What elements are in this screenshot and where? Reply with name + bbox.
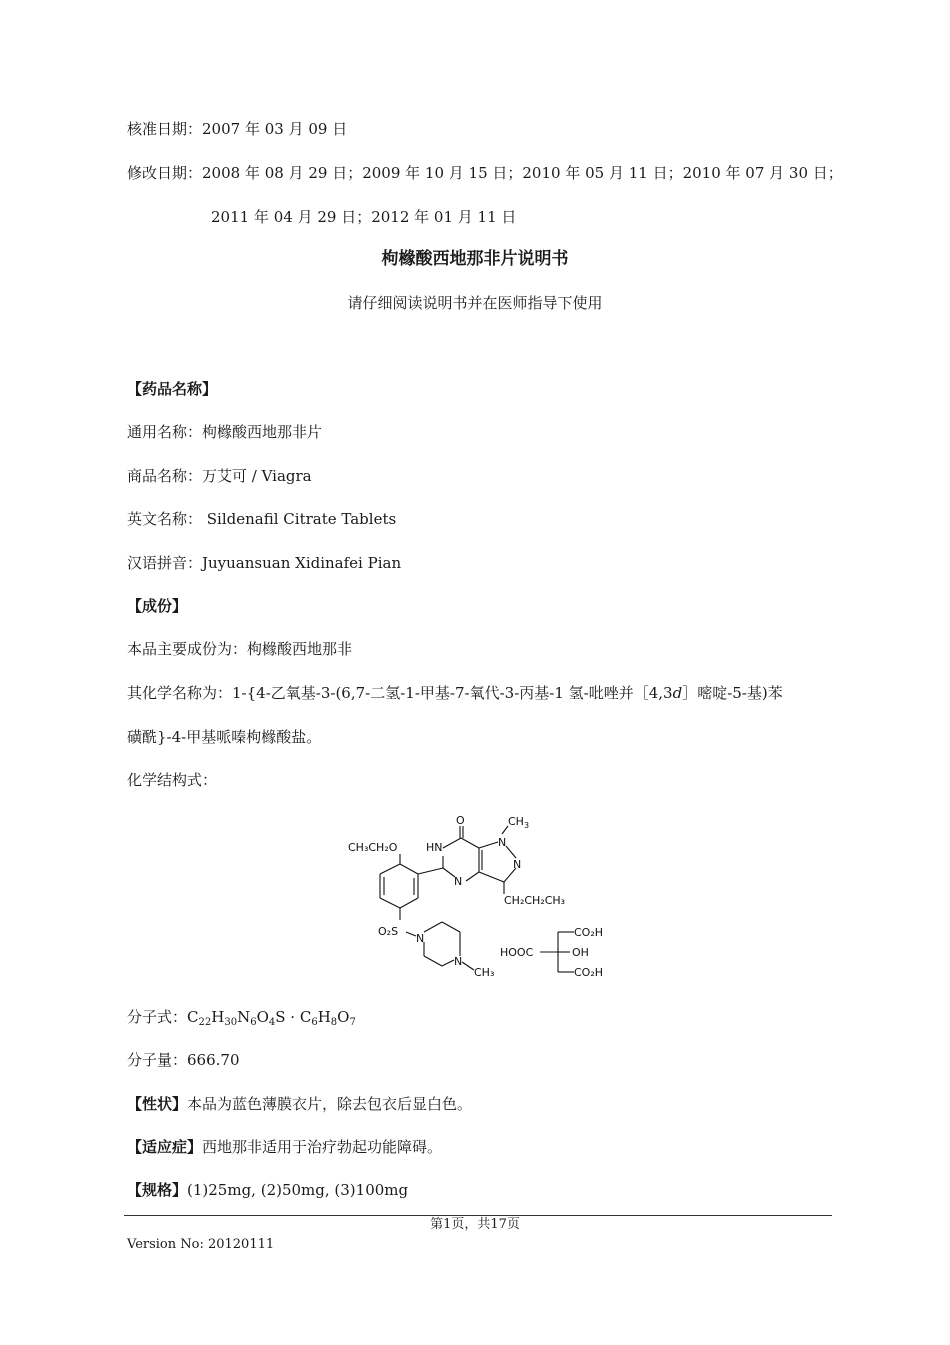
- chem-ch3-top: $CH_3$: [508, 815, 530, 830]
- approval-date: 2007 年 03 月 09 日: [202, 120, 348, 138]
- f-o7: $O_7$: [337, 1008, 356, 1028]
- f-h8: $H_8$: [317, 1008, 338, 1028]
- chem-o-top: O: [456, 814, 465, 827]
- drug-name-heading: 【药品名称】: [127, 380, 218, 398]
- composition-heading: 【成份】: [127, 597, 188, 615]
- approval-date-line: [127, 119, 347, 139]
- molecular-weight: 分子量：666.70: [127, 1051, 240, 1069]
- revision-dates-1: 2008 年 08 月 29 日；2009 年 10 月 15 日；2010 年 05 月 11 日；2010 年 07 月 30 日；: [202, 164, 843, 182]
- appearance-text: 本品为蓝色薄膜衣片，除去包衣后显白色。: [187, 1095, 473, 1113]
- indication-heading: 【适应症】: [127, 1138, 203, 1156]
- chemical-name-part-c: ］嘧啶-5-基)苯: [682, 684, 783, 702]
- approval-label: 核准日期：: [127, 120, 203, 138]
- f-o4: $O_4$: [256, 1008, 276, 1028]
- document-subtitle: 请仔细阅读说明书并在医师指导下使用: [347, 294, 603, 312]
- main-ingredient: 本品主要成份为：枸橼酸西地那非: [127, 640, 353, 658]
- chem-oh: OH: [572, 946, 589, 959]
- specification-heading: 【规格】: [127, 1181, 188, 1199]
- chem-sulfonyl: O₂S: [378, 925, 399, 938]
- chem-hn: HN: [426, 841, 443, 854]
- chem-n-ring: N: [454, 875, 463, 888]
- chemical-structure: [340, 808, 630, 986]
- chemical-name-line-1: [127, 683, 783, 703]
- f-s-c6: $S \cdot C_6$: [275, 1008, 318, 1028]
- molecular-formula-line: [127, 1007, 356, 1033]
- appearance-heading: 【性状】: [127, 1095, 188, 1113]
- formula-label: 分子式：: [127, 1008, 188, 1026]
- generic-name: 通用名称：枸橼酸西地那非片: [127, 423, 323, 441]
- specification-text: (1)25mg, (2)50mg, (3)100mg: [187, 1181, 409, 1199]
- chemical-name-part-a: 其化学名称为：1-{4-乙氧基-3-(6,7-二氢-1-甲基-7-氧代-3-丙基-1 氢-吡唑并［4,3: [127, 684, 673, 702]
- appearance-line: [127, 1094, 472, 1114]
- chem-propyl: CH₂CH₂CH₃: [504, 894, 566, 907]
- revision-dates-2: 2011 年 04 月 29 日；2012 年 01 月 11 日: [211, 208, 517, 226]
- chem-piperazine-n1: N: [416, 932, 425, 945]
- revision-date-line: [127, 163, 843, 183]
- chem-piperazine-n2: N: [454, 955, 463, 968]
- chem-ethoxy: CH₃CH₂O: [348, 841, 398, 854]
- chem-co2h-bottom: CO₂H: [574, 966, 604, 979]
- indication-text: 西地那非适用于治疗勃起功能障碍。: [202, 1138, 443, 1156]
- chem-ch3-piperazine: CH₃: [474, 966, 495, 979]
- chem-co2h-top: CO₂H: [574, 926, 604, 939]
- specification-line: [127, 1180, 408, 1200]
- chem-hooc: HOOC: [500, 946, 534, 959]
- revision-label: 修改日期：: [127, 164, 203, 182]
- trade-name: 商品名称：万艾可 / Viagra: [127, 467, 312, 485]
- chem-n1: N: [498, 836, 507, 849]
- chem-n-pyrazole: N: [513, 858, 522, 871]
- english-name: 英文名称： Sildenafil Citrate Tablets: [127, 510, 397, 528]
- pinyin-name: 汉语拼音：Juyuansuan Xidinafei Pian: [127, 554, 402, 572]
- page-number: 第1页，共17页: [430, 1217, 520, 1232]
- version-number: Version No: 20120111: [127, 1237, 275, 1252]
- document-title: 枸橼酸西地那非片说明书: [381, 249, 569, 269]
- f-h30: $H_{30}$: [211, 1008, 238, 1028]
- indication-line: [127, 1137, 442, 1157]
- f-n6: $N_6$: [237, 1008, 257, 1028]
- structure-label: 化学结构式：: [127, 771, 218, 789]
- f-c22: $C_{22}$: [187, 1008, 212, 1028]
- chemical-name-part-b: d: [672, 684, 683, 702]
- chemical-name-line-2: 磺酰}-4-甲基哌嗪枸橼酸盐。: [127, 728, 322, 746]
